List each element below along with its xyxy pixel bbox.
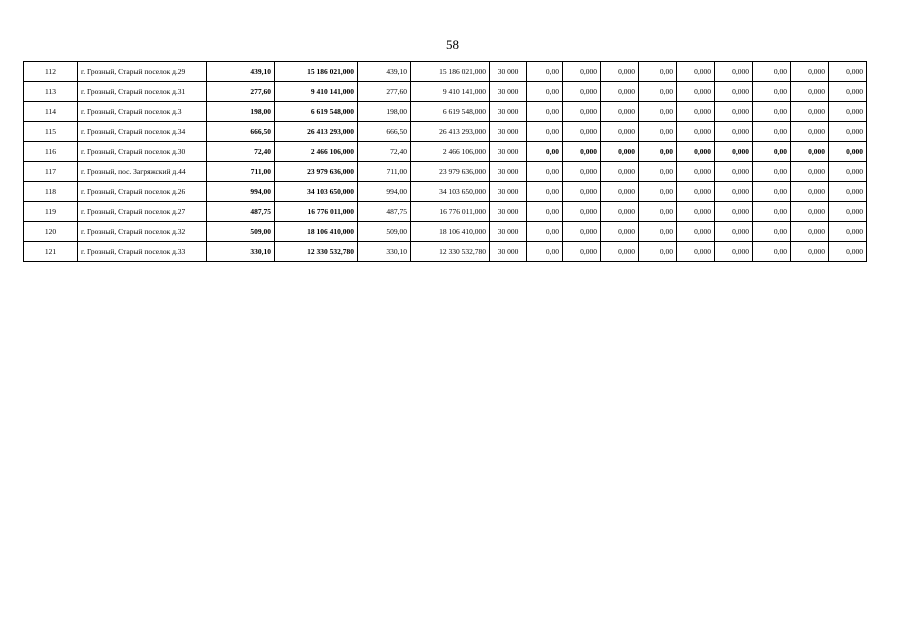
- zero-value-cell: 0,000: [677, 242, 715, 262]
- area-cell: 509,00: [358, 222, 411, 242]
- row-number-cell: 120: [24, 222, 78, 242]
- zero-value-cell: 0,00: [639, 102, 677, 122]
- total-cost-cell: 9 410 141,000: [275, 82, 358, 102]
- zero-value-cell: 0,000: [677, 82, 715, 102]
- total-area-cell: 487,75: [207, 202, 275, 222]
- zero-value-cell: 0,00: [753, 122, 791, 142]
- area-cell: 330,10: [358, 242, 411, 262]
- zero-value-cell: 0,000: [677, 202, 715, 222]
- total-area-cell: 330,10: [207, 242, 275, 262]
- address-cell: г. Грозный, Старый поселок д.31: [78, 82, 207, 102]
- address-cell: г. Грозный, Старый поселок д.34: [78, 122, 207, 142]
- zero-value-cell: 0,00: [639, 122, 677, 142]
- zero-value-cell: 0,00: [527, 222, 563, 242]
- zero-value-cell: 0,000: [715, 222, 753, 242]
- row-number-cell: 118: [24, 182, 78, 202]
- zero-value-cell: 0,00: [753, 202, 791, 222]
- table-row: [24, 222, 867, 242]
- zero-value-cell: 0,000: [715, 182, 753, 202]
- cost-cell: 23 979 636,000: [411, 162, 490, 182]
- table-row: [24, 122, 867, 142]
- zero-value-cell: 0,000: [601, 62, 639, 82]
- unit-cost-cell: 30 000: [490, 222, 527, 242]
- zero-value-cell: 0,000: [715, 122, 753, 142]
- total-area-cell: 277,60: [207, 82, 275, 102]
- housing-register-table: [23, 61, 867, 262]
- total-cost-cell: 16 776 011,000: [275, 202, 358, 222]
- total-cost-cell: 23 979 636,000: [275, 162, 358, 182]
- zero-value-cell: 0,00: [753, 242, 791, 262]
- unit-cost-cell: 30 000: [490, 202, 527, 222]
- table-row: [24, 182, 867, 202]
- table-row: [24, 102, 867, 122]
- zero-value-cell: 0,00: [753, 182, 791, 202]
- zero-value-cell: 0,000: [677, 142, 715, 162]
- zero-value-cell: 0,000: [715, 202, 753, 222]
- zero-value-cell: 0,000: [677, 162, 715, 182]
- table-row: [24, 202, 867, 222]
- table-row: [24, 162, 867, 182]
- total-area-cell: 666,50: [207, 122, 275, 142]
- zero-value-cell: 0,000: [829, 82, 867, 102]
- zero-value-cell: 0,00: [753, 82, 791, 102]
- zero-value-cell: 0,000: [791, 142, 829, 162]
- zero-value-cell: 0,000: [601, 162, 639, 182]
- total-cost-cell: 12 330 532,780: [275, 242, 358, 262]
- zero-value-cell: 0,00: [639, 82, 677, 102]
- address-cell: г. Грозный, Старый поселок д.32: [78, 222, 207, 242]
- cost-cell: 16 776 011,000: [411, 202, 490, 222]
- zero-value-cell: 0,000: [791, 182, 829, 202]
- zero-value-cell: 0,000: [715, 62, 753, 82]
- zero-value-cell: 0,00: [527, 202, 563, 222]
- zero-value-cell: 0,00: [639, 182, 677, 202]
- zero-value-cell: 0,00: [527, 162, 563, 182]
- zero-value-cell: 0,000: [829, 182, 867, 202]
- cost-cell: 26 413 293,000: [411, 122, 490, 142]
- zero-value-cell: 0,000: [563, 62, 601, 82]
- zero-value-cell: 0,000: [677, 122, 715, 142]
- address-cell: г. Грозный, пос. Загряжский д.44: [78, 162, 207, 182]
- zero-value-cell: 0,00: [527, 62, 563, 82]
- total-area-cell: 509,00: [207, 222, 275, 242]
- unit-cost-cell: 30 000: [490, 122, 527, 142]
- address-cell: г. Грозный, Старый поселок д.26: [78, 182, 207, 202]
- zero-value-cell: 0,000: [715, 102, 753, 122]
- zero-value-cell: 0,000: [677, 222, 715, 242]
- area-cell: 277,60: [358, 82, 411, 102]
- address-cell: г. Грозный, Старый поселок д.30: [78, 142, 207, 162]
- zero-value-cell: 0,00: [527, 102, 563, 122]
- zero-value-cell: 0,000: [563, 222, 601, 242]
- page-number: 58: [446, 37, 459, 52]
- total-cost-cell: 2 466 106,000: [275, 142, 358, 162]
- cost-cell: 12 330 532,780: [411, 242, 490, 262]
- table-row: [24, 142, 867, 162]
- zero-value-cell: 0,000: [677, 182, 715, 202]
- zero-value-cell: 0,000: [715, 82, 753, 102]
- area-cell: 711,00: [358, 162, 411, 182]
- row-number-cell: 114: [24, 102, 78, 122]
- zero-value-cell: 0,00: [753, 142, 791, 162]
- zero-value-cell: 0,000: [791, 82, 829, 102]
- total-area-cell: 711,00: [207, 162, 275, 182]
- area-cell: 994,00: [358, 182, 411, 202]
- zero-value-cell: 0,000: [829, 122, 867, 142]
- total-cost-cell: 26 413 293,000: [275, 122, 358, 142]
- address-cell: г. Грозный, Старый поселок д.33: [78, 242, 207, 262]
- unit-cost-cell: 30 000: [490, 82, 527, 102]
- zero-value-cell: 0,00: [527, 182, 563, 202]
- zero-value-cell: 0,000: [601, 182, 639, 202]
- table-row: [24, 242, 867, 262]
- zero-value-cell: 0,000: [601, 82, 639, 102]
- zero-value-cell: 0,000: [791, 242, 829, 262]
- unit-cost-cell: 30 000: [490, 142, 527, 162]
- zero-value-cell: 0,00: [639, 62, 677, 82]
- zero-value-cell: 0,000: [791, 122, 829, 142]
- address-cell: г. Грозный, Старый поселок д.3: [78, 102, 207, 122]
- unit-cost-cell: 30 000: [490, 242, 527, 262]
- zero-value-cell: 0,000: [601, 102, 639, 122]
- zero-value-cell: 0,00: [527, 242, 563, 262]
- zero-value-cell: 0,000: [563, 142, 601, 162]
- zero-value-cell: 0,000: [601, 222, 639, 242]
- zero-value-cell: 0,000: [829, 202, 867, 222]
- area-cell: 439,10: [358, 62, 411, 82]
- zero-value-cell: 0,000: [829, 102, 867, 122]
- zero-value-cell: 0,000: [791, 102, 829, 122]
- zero-value-cell: 0,000: [601, 202, 639, 222]
- total-area-cell: 72,40: [207, 142, 275, 162]
- zero-value-cell: 0,00: [639, 242, 677, 262]
- zero-value-cell: 0,000: [715, 162, 753, 182]
- zero-value-cell: 0,000: [829, 222, 867, 242]
- unit-cost-cell: 30 000: [490, 182, 527, 202]
- zero-value-cell: 0,00: [639, 142, 677, 162]
- zero-value-cell: 0,000: [601, 142, 639, 162]
- row-number-cell: 116: [24, 142, 78, 162]
- zero-value-cell: 0,000: [715, 242, 753, 262]
- row-number-cell: 112: [24, 62, 78, 82]
- zero-value-cell: 0,000: [563, 122, 601, 142]
- area-cell: 487,75: [358, 202, 411, 222]
- zero-value-cell: 0,00: [753, 62, 791, 82]
- zero-value-cell: 0,000: [791, 202, 829, 222]
- unit-cost-cell: 30 000: [490, 62, 527, 82]
- cost-cell: 9 410 141,000: [411, 82, 490, 102]
- zero-value-cell: 0,00: [639, 162, 677, 182]
- zero-value-cell: 0,00: [527, 82, 563, 102]
- zero-value-cell: 0,000: [791, 62, 829, 82]
- zero-value-cell: 0,00: [639, 222, 677, 242]
- unit-cost-cell: 30 000: [490, 102, 527, 122]
- total-area-cell: 439,10: [207, 62, 275, 82]
- row-number-cell: 119: [24, 202, 78, 222]
- total-cost-cell: 15 186 021,000: [275, 62, 358, 82]
- row-number-cell: 113: [24, 82, 78, 102]
- address-cell: г. Грозный, Старый поселок д.29: [78, 62, 207, 82]
- zero-value-cell: 0,000: [563, 182, 601, 202]
- zero-value-cell: 0,000: [677, 62, 715, 82]
- zero-value-cell: 0,000: [563, 82, 601, 102]
- cost-cell: 34 103 650,000: [411, 182, 490, 202]
- unit-cost-cell: 30 000: [490, 162, 527, 182]
- area-cell: 72,40: [358, 142, 411, 162]
- zero-value-cell: 0,000: [829, 162, 867, 182]
- zero-value-cell: 0,000: [677, 102, 715, 122]
- zero-value-cell: 0,00: [527, 142, 563, 162]
- total-cost-cell: 6 619 548,000: [275, 102, 358, 122]
- row-number-cell: 121: [24, 242, 78, 262]
- row-number-cell: 117: [24, 162, 78, 182]
- zero-value-cell: 0,00: [753, 102, 791, 122]
- address-cell: г. Грозный, Старый поселок д.27: [78, 202, 207, 222]
- zero-value-cell: 0,00: [753, 222, 791, 242]
- table-row: [24, 62, 867, 82]
- zero-value-cell: 0,000: [791, 222, 829, 242]
- table-row: [24, 82, 867, 102]
- cost-cell: 6 619 548,000: [411, 102, 490, 122]
- total-cost-cell: 34 103 650,000: [275, 182, 358, 202]
- area-cell: 198,00: [358, 102, 411, 122]
- zero-value-cell: 0,000: [715, 142, 753, 162]
- area-cell: 666,50: [358, 122, 411, 142]
- zero-value-cell: 0,000: [563, 242, 601, 262]
- zero-value-cell: 0,000: [601, 122, 639, 142]
- zero-value-cell: 0,00: [753, 162, 791, 182]
- total-area-cell: 994,00: [207, 182, 275, 202]
- cost-cell: 2 466 106,000: [411, 142, 490, 162]
- zero-value-cell: 0,000: [601, 242, 639, 262]
- zero-value-cell: 0,000: [829, 62, 867, 82]
- zero-value-cell: 0,000: [563, 202, 601, 222]
- zero-value-cell: 0,000: [829, 142, 867, 162]
- zero-value-cell: 0,000: [563, 102, 601, 122]
- total-cost-cell: 18 106 410,000: [275, 222, 358, 242]
- zero-value-cell: 0,000: [829, 242, 867, 262]
- total-area-cell: 198,00: [207, 102, 275, 122]
- cost-cell: 18 106 410,000: [411, 222, 490, 242]
- row-number-cell: 115: [24, 122, 78, 142]
- zero-value-cell: 0,00: [639, 202, 677, 222]
- zero-value-cell: 0,000: [563, 162, 601, 182]
- cost-cell: 15 186 021,000: [411, 62, 490, 82]
- zero-value-cell: 0,00: [527, 122, 563, 142]
- zero-value-cell: 0,000: [791, 162, 829, 182]
